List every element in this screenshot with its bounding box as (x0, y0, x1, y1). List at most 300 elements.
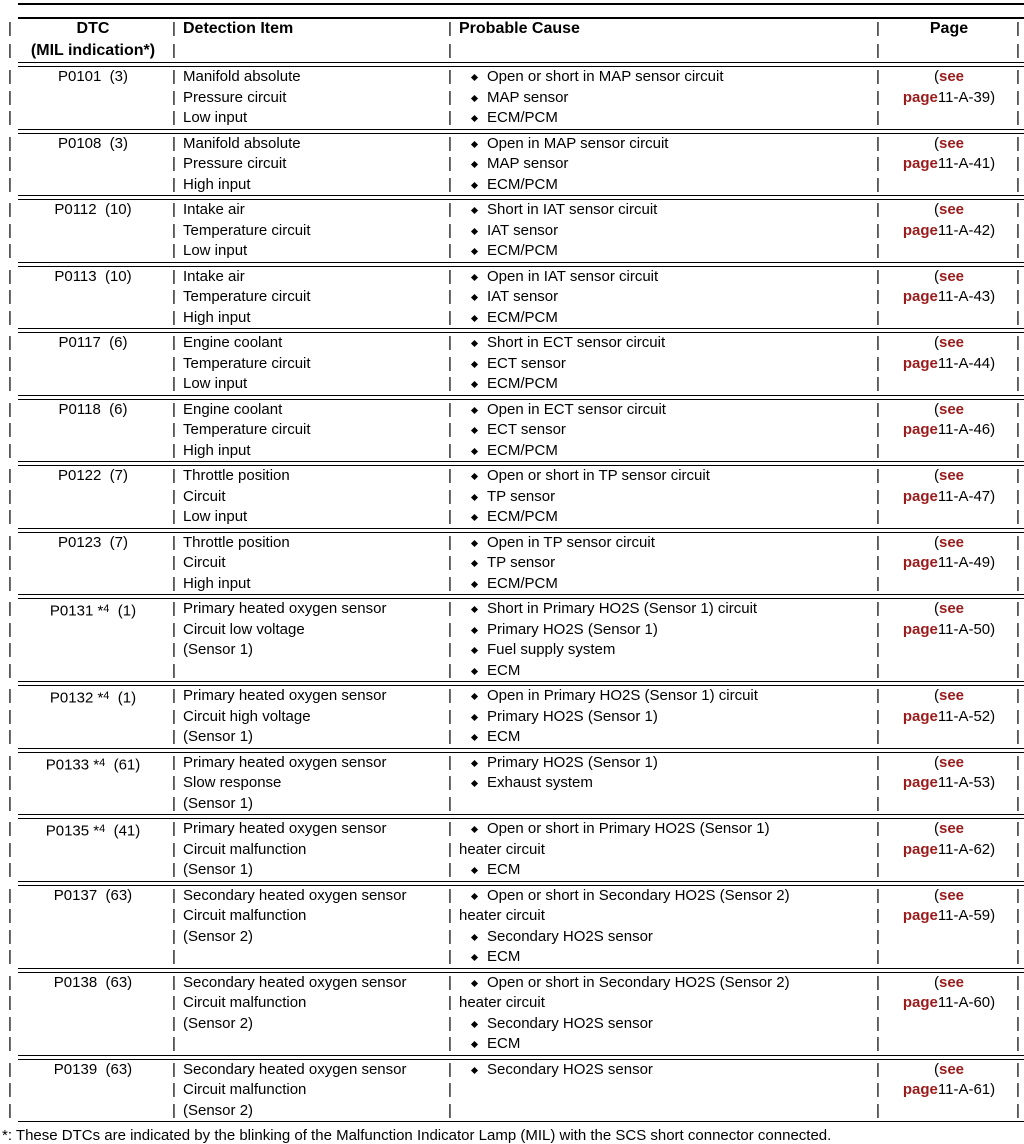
bullet-icon (471, 140, 478, 147)
pipe: | (876, 88, 880, 106)
pipe: | (8, 1035, 12, 1052)
cause-text: ECT sensor (459, 420, 872, 441)
page-ref-link[interactable]: (see (933, 820, 965, 837)
page-ref-link[interactable]: page11-A-59) (902, 907, 996, 924)
pipe: | (172, 1101, 176, 1119)
page-ref-link[interactable]: page11-A-41) (902, 155, 996, 172)
pipe: | (876, 155, 880, 172)
page-ref-link[interactable]: (see (933, 400, 965, 418)
detection-text: Circuit (183, 487, 226, 505)
pipe: | (1016, 334, 1020, 351)
pipe: | (1016, 574, 1020, 592)
cell-dtc (8, 200, 172, 262)
pipe: | (448, 600, 452, 617)
cell-tail (1016, 466, 1024, 528)
page-ref-link[interactable]: page11-A-47) (902, 487, 996, 505)
pipe: | (1016, 1035, 1020, 1052)
pipe: | (876, 641, 880, 658)
cell-page (876, 200, 1016, 262)
pipe: | (172, 134, 176, 152)
cell-cause (448, 466, 876, 528)
pipe: | (8, 1060, 12, 1078)
cause-text: Open or short in TP sensor circuit (459, 466, 872, 487)
pipe: | (1016, 994, 1020, 1011)
page-ref-link[interactable]: (see (933, 334, 965, 351)
detection-text: (Sensor 1) (183, 861, 254, 878)
bullet-icon (471, 826, 478, 833)
cell-dtc (8, 886, 172, 968)
bullet-icon (471, 227, 478, 234)
pipe: | (172, 354, 176, 372)
bullet-icon (471, 493, 478, 500)
header-dtc-label: DTC (76, 20, 110, 37)
cell-cause (448, 67, 876, 129)
pipe: | (8, 68, 12, 85)
pipe: | (876, 794, 880, 812)
pipe: | (1016, 886, 1020, 904)
pipe: | (172, 794, 176, 812)
header-cell-detection (172, 18, 448, 62)
cell-cause (448, 599, 876, 681)
pipe: | (448, 155, 452, 172)
cell-detection (172, 134, 448, 196)
cause-text: TP sensor (459, 487, 872, 508)
bullet-icon (471, 933, 478, 940)
cell-dtc (8, 599, 172, 681)
pipe: | (876, 267, 880, 285)
cell-cause (448, 819, 876, 881)
cause-text: ECM (459, 1034, 872, 1055)
cell-page (876, 753, 1016, 815)
cell-dtc (8, 466, 172, 528)
pipe: | (8, 487, 12, 505)
pipe: | (876, 1060, 880, 1078)
pipe: | (8, 707, 12, 725)
header-page-label: Page (929, 20, 969, 37)
cause-text: MAP sensor (459, 154, 872, 175)
cell-detection (172, 599, 448, 681)
bullet-icon (471, 780, 478, 787)
dtc-text: P0132 *$^4$ (1) (49, 689, 137, 707)
pipe: | (448, 288, 452, 305)
table-row (0, 66, 1024, 130)
pipe: | (448, 334, 452, 351)
pipe: | (448, 661, 452, 679)
cell-detection (172, 200, 448, 262)
detection-text: Intake air (183, 201, 245, 218)
detection-text: Circuit malfunction (183, 840, 307, 858)
pipe: | (1016, 288, 1020, 305)
bullet-icon (471, 1041, 478, 1048)
cell-cause (448, 400, 876, 462)
cell-cause (448, 686, 876, 748)
pipe: | (8, 907, 12, 924)
bullet-icon (471, 580, 478, 587)
detection-text: Secondary heated oxygen sensor (183, 973, 407, 991)
pipe: | (876, 441, 880, 459)
pipe: | (1016, 533, 1020, 551)
pipe: | (1016, 707, 1020, 725)
pipe: | (1016, 907, 1020, 924)
detection-text: (Sensor 1) (183, 728, 254, 745)
cause-text: Fuel supply system (459, 640, 872, 661)
pipe: | (448, 308, 452, 326)
pipe: | (8, 242, 12, 259)
table-row (0, 598, 1024, 682)
pipe: | (172, 641, 176, 658)
pipe: | (1016, 242, 1020, 259)
bullet-icon (471, 447, 478, 454)
pipe: | (876, 554, 880, 571)
cell-tail (1016, 973, 1024, 1055)
detection-text: Low input (183, 242, 248, 259)
pipe: | (1016, 1101, 1020, 1119)
cell-tail (1016, 1060, 1024, 1122)
cause-text: ECM/PCM (459, 108, 872, 129)
bullet-icon (471, 713, 478, 720)
pipe: | (172, 554, 176, 571)
page-ref-link[interactable]: (see (933, 134, 965, 152)
cause-text: IAT sensor (459, 221, 872, 242)
pipe: | (448, 994, 452, 1011)
pipe: | (172, 175, 176, 193)
pipe: | (448, 820, 452, 837)
cell-dtc (8, 1060, 172, 1122)
pipe: | (172, 334, 176, 351)
pipe: | (8, 886, 12, 904)
cell-page (876, 267, 1016, 329)
detection-text: Engine coolant (183, 334, 283, 351)
dtc-text: P0117 (6) (58, 334, 128, 351)
cell-page (876, 533, 1016, 595)
pipe: | (448, 68, 452, 85)
pipe: | (876, 400, 880, 418)
pipe: | (876, 861, 880, 878)
pipe: | (8, 421, 12, 438)
cell-cause (448, 886, 876, 968)
bullet-icon (471, 381, 478, 388)
page-ref-link[interactable]: page11-A-46) (902, 421, 996, 438)
pipe: | (448, 175, 452, 193)
pipe: | (876, 308, 880, 326)
cause-text: Short in Primary HO2S (Sensor 1) circuit (459, 599, 872, 620)
pipe: | (172, 508, 176, 525)
table-row (0, 266, 1024, 330)
cell-cause (448, 267, 876, 329)
pipe: | (8, 774, 12, 791)
pipe: | (448, 927, 452, 945)
detection-text: Intake air (183, 267, 245, 285)
detection-text: High input (183, 175, 251, 193)
cause-text: MAP sensor (459, 88, 872, 109)
pipe: | (172, 421, 176, 438)
pipe: | (1016, 753, 1020, 771)
cell-tail (1016, 134, 1024, 196)
dtc-text: P0131 *$^4$ (1) (49, 602, 137, 620)
pipe: | (172, 221, 176, 239)
pipe: | (8, 533, 12, 551)
page-ref-link[interactable]: page11-A-61) (902, 1081, 996, 1098)
pipe: | (876, 973, 880, 991)
page-ref-link[interactable]: (see (933, 267, 965, 285)
cause-text: ECM/PCM (459, 441, 872, 462)
bullet-icon (471, 473, 478, 480)
bullet-icon (471, 626, 478, 633)
pipe: | (448, 886, 452, 904)
pipe: | (172, 1060, 176, 1078)
header-cell-cause (448, 18, 876, 62)
cell-detection (172, 886, 448, 968)
detection-text: Manifold absolute (183, 134, 301, 152)
pipe: | (1016, 641, 1020, 658)
cause-text: heater circuit (459, 907, 545, 924)
cell-tail (1016, 599, 1024, 681)
pipe: | (1016, 861, 1020, 878)
page-ref-link[interactable]: (see (933, 68, 965, 85)
table-row (0, 972, 1024, 1056)
pipe: | (876, 994, 880, 1011)
cause-text: Open in IAT sensor circuit (459, 267, 872, 288)
pipe: | (1016, 774, 1020, 791)
cell-tail (1016, 533, 1024, 595)
detection-text: Manifold absolute (183, 68, 301, 85)
cell-detection (172, 973, 448, 1055)
cell-cause (448, 973, 876, 1055)
pipe: | (8, 600, 12, 617)
pipe: | (172, 267, 176, 285)
detection-text: Temperature circuit (183, 221, 311, 239)
pipe: | (172, 88, 176, 106)
pipe: | (172, 661, 176, 679)
detection-text: Low input (183, 508, 248, 525)
page-ref-link[interactable]: page11-A-42) (902, 221, 996, 239)
pipe: | (172, 467, 176, 484)
pipe: | (1016, 600, 1020, 617)
pipe: | (876, 375, 880, 392)
header-cell-dtc (8, 18, 172, 62)
pipe: | (1016, 421, 1020, 438)
cell-detection (172, 819, 448, 881)
table-row (0, 685, 1024, 749)
pipe: | (8, 861, 12, 878)
pipe: | (448, 687, 452, 704)
detection-text: Temperature circuit (183, 354, 311, 372)
cause-text: Exhaust system (459, 773, 872, 794)
cell-page (876, 686, 1016, 748)
cell-dtc (8, 753, 172, 815)
dtc-table (0, 17, 1024, 1122)
pipe: | (1016, 487, 1020, 505)
pipe: | (448, 467, 452, 484)
dtc-text: P0118 (6) (58, 400, 128, 418)
dtc-text: P0113 (10) (54, 267, 132, 285)
page-ref-link[interactable]: (see (933, 1060, 965, 1078)
detection-text: Primary heated oxygen sensor (183, 600, 387, 617)
detection-text: (Sensor 1) (183, 794, 254, 812)
pipe: | (1016, 134, 1020, 152)
page-ref-link[interactable]: (see (933, 687, 965, 704)
bullet-icon (471, 427, 478, 434)
pipe: | (1016, 687, 1020, 704)
cell-tail (1016, 686, 1024, 748)
page-ref-link[interactable]: (see (933, 533, 965, 551)
footnote: *: These DTCs are indicated by the blinking of the Malfunction Indicator Lamp (MIL) with the SCS short connector connected. (2, 1127, 832, 1144)
bullet-icon (471, 360, 478, 367)
cell-tail (1016, 333, 1024, 395)
dtc-text: P0139 (63) (53, 1060, 133, 1078)
cell-detection (172, 686, 448, 748)
pipe: | (172, 574, 176, 592)
pipe: | (172, 308, 176, 326)
bullet-icon (471, 1020, 478, 1027)
pipe: | (1016, 661, 1020, 679)
cell-page (876, 67, 1016, 129)
pipe: | (448, 201, 452, 218)
pipe: | (876, 774, 880, 791)
bullet-icon (471, 867, 478, 874)
pipe: | (448, 400, 452, 418)
cause-text: TP sensor (459, 553, 872, 574)
pipe: | (172, 42, 176, 59)
page-ref-link[interactable]: (see (933, 600, 965, 617)
pipe: | (448, 533, 452, 551)
pipe: | (448, 1014, 452, 1032)
pipe: | (1016, 948, 1020, 965)
cause-text: Secondary HO2S sensor (459, 1014, 872, 1035)
bullet-icon (471, 539, 478, 546)
detection-text: High input (183, 574, 251, 592)
table-row (0, 399, 1024, 463)
pipe: | (876, 334, 880, 351)
pipe: | (876, 134, 880, 152)
page-ref-link[interactable]: page11-A-44) (902, 354, 996, 372)
dtc-text: P0133 *$^4$ (61) (45, 756, 141, 773)
pipe: | (448, 42, 452, 59)
pipe: | (1016, 1060, 1020, 1078)
pipe: | (876, 661, 880, 679)
page-ref-link[interactable]: page11-A-60) (902, 994, 996, 1011)
page-ref-link[interactable]: page11-A-50) (902, 620, 996, 638)
pipe: | (448, 109, 452, 126)
bullet-icon (471, 892, 478, 899)
page-ref-link[interactable]: page11-A-62) (902, 840, 996, 858)
pipe: | (8, 620, 12, 638)
page-ref-link[interactable]: page11-A-43) (902, 288, 996, 305)
page-ref-link[interactable]: page11-A-49) (902, 554, 996, 571)
cell-dtc (8, 973, 172, 1055)
pipe: | (448, 441, 452, 459)
pipe: | (1016, 375, 1020, 392)
cause-text: Open or short in Secondary HO2S (Sensor 2) (459, 886, 872, 907)
pipe: | (448, 574, 452, 592)
pipe: | (1016, 155, 1020, 172)
pipe: | (172, 109, 176, 126)
cell-cause (448, 200, 876, 262)
bullet-icon (471, 94, 478, 101)
pipe: | (448, 641, 452, 658)
bullet-icon (471, 181, 478, 188)
page-ref-link[interactable]: (see (933, 467, 965, 484)
page-ref-link[interactable]: (see (933, 753, 965, 771)
cell-page (876, 134, 1016, 196)
pipe: | (448, 1101, 452, 1119)
pipe: | (1016, 175, 1020, 193)
page-ref-link[interactable]: (see (933, 886, 965, 904)
page-ref-link[interactable]: (see (933, 201, 965, 218)
bullet-icon (471, 954, 478, 961)
pipe: | (8, 109, 12, 126)
bullet-icon (471, 647, 478, 654)
cell-detection (172, 466, 448, 528)
page-ref-link[interactable]: (see (933, 973, 965, 991)
pipe: | (1016, 267, 1020, 285)
bullet-icon (471, 161, 478, 168)
pipe: | (172, 707, 176, 725)
pipe: | (8, 467, 12, 484)
detection-text: Primary heated oxygen sensor (183, 687, 387, 704)
pipe: | (8, 794, 12, 812)
pipe: | (876, 574, 880, 592)
pipe: | (172, 948, 176, 965)
pipe: | (448, 267, 452, 285)
cause-text: Open or short in Secondary HO2S (Sensor 2) (459, 973, 872, 994)
bullet-icon (471, 74, 478, 81)
pipe: | (172, 375, 176, 392)
pipe: | (448, 707, 452, 725)
cell-tail (1016, 753, 1024, 815)
detection-text: Secondary heated oxygen sensor (183, 886, 407, 904)
page-ref-link[interactable]: page11-A-52) (902, 707, 996, 725)
header-mil-label: (MIL indication*) (30, 42, 156, 59)
page-ref-link[interactable]: page11-A-39) (902, 88, 996, 106)
cell-dtc (8, 686, 172, 748)
pipe: | (448, 354, 452, 372)
page-ref-link[interactable]: page11-A-53) (902, 774, 996, 791)
pipe: | (876, 20, 880, 37)
cause-text: ECM (459, 661, 872, 682)
pipe: | (1016, 820, 1020, 837)
bullet-icon (471, 207, 478, 214)
table-row (0, 1059, 1024, 1123)
detection-text: Throttle position (183, 467, 290, 484)
cell-page (876, 973, 1016, 1055)
cause-text: Primary HO2S (Sensor 1) (459, 753, 872, 774)
cause-text: ECM/PCM (459, 574, 872, 595)
pipe: | (448, 907, 452, 924)
detection-text: Slow response (183, 774, 282, 791)
header-cell-page (876, 18, 1016, 62)
cell-tail (1016, 267, 1024, 329)
pipe: | (876, 201, 880, 218)
detection-text: Circuit malfunction (183, 1081, 307, 1098)
pipe: | (876, 1014, 880, 1032)
pipe: | (876, 620, 880, 638)
detection-text: Pressure circuit (183, 88, 287, 106)
cause-text: Short in ECT sensor circuit (459, 333, 872, 354)
cause-text: ECM/PCM (459, 241, 872, 262)
pipe: | (448, 421, 452, 438)
pipe: | (876, 707, 880, 725)
pipe: | (448, 554, 452, 571)
pipe: | (876, 288, 880, 305)
cell-page (876, 599, 1016, 681)
pipe: | (876, 467, 880, 484)
pipe: | (1016, 354, 1020, 372)
cause-text: heater circuit (459, 994, 545, 1011)
pipe: | (8, 334, 12, 351)
pipe: | (876, 753, 880, 771)
pipe: | (172, 242, 176, 259)
